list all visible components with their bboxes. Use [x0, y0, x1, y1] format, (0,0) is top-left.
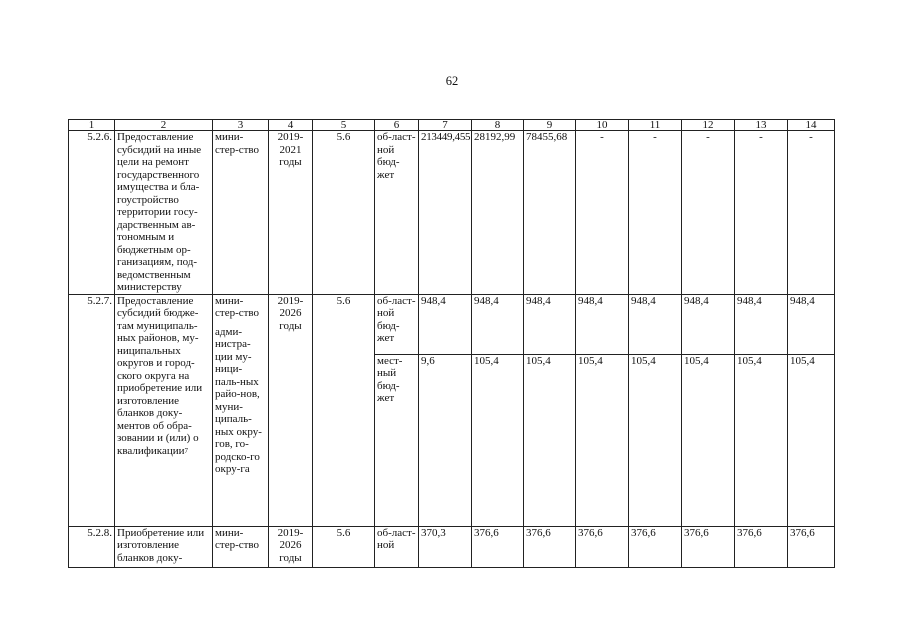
header-cell: 2	[115, 120, 213, 131]
value-cell: 105,4	[682, 354, 735, 526]
value-cell: 376,6	[629, 526, 682, 567]
measure-name	[115, 294, 213, 526]
header-cell: 14	[788, 120, 835, 131]
table-row	[69, 131, 835, 295]
value-cell: -	[788, 131, 835, 295]
header-cell: 8	[472, 120, 524, 131]
value-cell: 78455,68	[524, 131, 576, 295]
header-cell: 1	[69, 120, 115, 131]
executor: мини-стер-ство	[213, 131, 269, 295]
executor-administrations: адми-нистра-ции му-ници-паль-ных райо-нов, муни-ципаль-ных окру-гов, го-родско-го окру-га	[215, 325, 262, 475]
value-cell: 105,4	[735, 354, 788, 526]
header-cell: 3	[213, 120, 269, 131]
value-cell: -	[576, 131, 629, 295]
value-cell: 948,4	[419, 294, 472, 354]
indicator-code: 5.6	[313, 526, 375, 567]
header-cell: 7	[419, 120, 472, 131]
header-cell: 9	[524, 120, 576, 131]
executor: мини-стер-ство	[213, 526, 269, 567]
value-cell: 376,6	[682, 526, 735, 567]
header-cell: 13	[735, 120, 788, 131]
value-cell: 948,4	[788, 294, 835, 354]
header-cell: 11	[629, 120, 682, 131]
indicator-code: 5.6	[313, 131, 375, 295]
period: 2019-2026 годы	[269, 294, 313, 526]
value-cell: 105,4	[629, 354, 682, 526]
value-cell: 948,4	[735, 294, 788, 354]
footnote-mark: 7	[184, 446, 188, 455]
measure-name-text: Предоставление субсидий бюдже-там муниципаль-ных районов, му-ниципальных округов и город-ского округа на приобретение или изготовление бланков доку-ментов об обра-зовании и (или) о квалификации	[117, 294, 203, 457]
value-cell: 376,6	[472, 526, 524, 567]
value-cell: 376,6	[524, 526, 576, 567]
header-cell: 5	[313, 120, 375, 131]
value-cell: 213449,455	[419, 131, 472, 295]
executor-ministry: мини-стер-ство	[215, 294, 260, 319]
page-number: 62	[445, 74, 459, 88]
value-cell: 105,4	[576, 354, 629, 526]
period: 2019-2021 годы	[269, 131, 313, 295]
value-cell: 9,6	[419, 354, 472, 526]
row-number: 5.2.8.	[69, 526, 115, 567]
value-cell: 105,4	[524, 354, 576, 526]
funding-source: об-ласт-ной бюд-жет	[375, 131, 419, 295]
value-cell: 376,6	[788, 526, 835, 567]
executor	[213, 294, 269, 526]
measure-name: Приобретение или изготовление бланков доку-	[115, 526, 213, 567]
value-cell: 28192,99	[472, 131, 524, 295]
header-row	[69, 120, 835, 131]
value-cell: 948,4	[576, 294, 629, 354]
value-cell: 105,4	[788, 354, 835, 526]
value-cell: 376,6	[735, 526, 788, 567]
value-cell: -	[682, 131, 735, 295]
funding-source: об-ласт-ной бюд-жет	[375, 294, 419, 354]
funding-source: мест-ный бюд-жет	[375, 354, 419, 526]
value-cell: 376,6	[576, 526, 629, 567]
value-cell: -	[629, 131, 682, 295]
table-row	[69, 294, 835, 354]
value-cell: 105,4	[472, 354, 524, 526]
header-cell: 10	[576, 120, 629, 131]
header-cell: 4	[269, 120, 313, 131]
value-cell: 948,4	[524, 294, 576, 354]
indicator-code: 5.6	[313, 294, 375, 526]
budget-table	[68, 119, 835, 568]
header-cell: 12	[682, 120, 735, 131]
period: 2019-2026 годы	[269, 526, 313, 567]
value-cell: 370,3	[419, 526, 472, 567]
value-cell: -	[735, 131, 788, 295]
table-row	[69, 526, 835, 567]
value-cell: 948,4	[472, 294, 524, 354]
value-cell: 948,4	[629, 294, 682, 354]
measure-name: Предоставление субсидий на иные цели на ремонт государственного имущества и бла-гоустройство территории госу-дарственным ав-тономным и бюджетным ор-ганизациям, под-ведомственным министерству	[115, 131, 213, 295]
funding-source: об-ласт-ной	[375, 526, 419, 567]
row-number: 5.2.6.	[69, 131, 115, 295]
value-cell: 948,4	[682, 294, 735, 354]
row-number: 5.2.7.	[69, 294, 115, 526]
header-cell: 6	[375, 120, 419, 131]
